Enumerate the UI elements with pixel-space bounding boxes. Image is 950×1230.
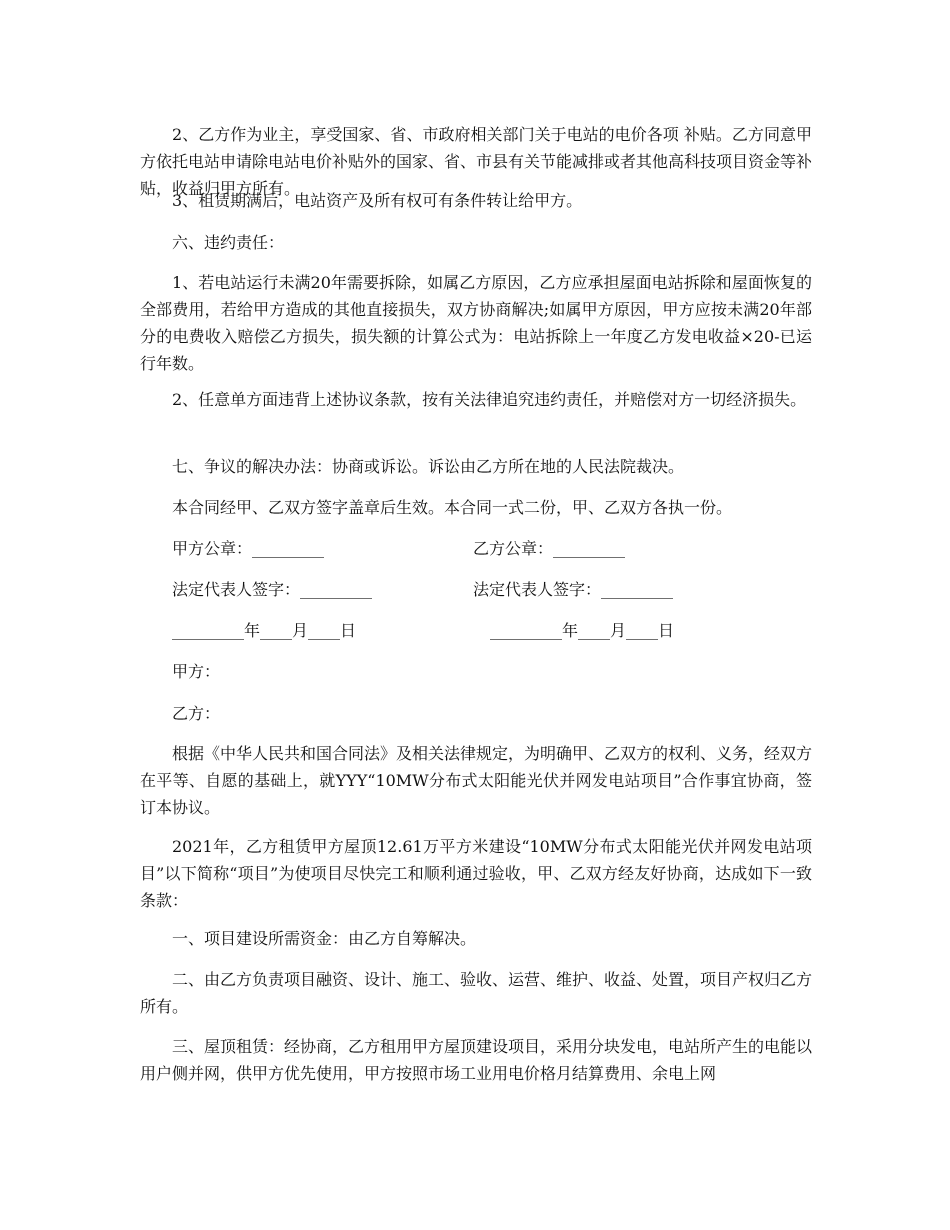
party-b-representative-line: 法定代表人签字：_________ (473, 580, 674, 599)
clause-1-funding: 一、项目建设所需资金：由乙方自筹解决。 (172, 929, 477, 948)
clause-5-3-transfer: 3、租赁期满后，电站资产及所有权可有条件转让给甲方。 (172, 191, 583, 210)
party-b-seal-line: 乙方公章：_________ (473, 539, 626, 558)
party-a-seal-line: 甲方公章：_________ (172, 539, 325, 558)
clause-3-roof-lease: 三、屋顶租赁：经协商，乙方租用甲方屋顶建设项目，采用分块发电，电站所产生的电能以用户侧并网，供甲方优先使用，甲方按照市场工业用电价格月结算费用、余电上网 (140, 1037, 813, 1083)
party-a-representative-line: 法定代表人签字：_________ (172, 580, 373, 599)
clause-6-1-dismantle: 1、若电站运行未满20年需要拆除，如属乙方原因，乙方应承担屋面电站拆除和屋面恢复的全部费用，若给甲方造成的其他直接损失，双方协商解决;如属甲方原因，甲方应按未满20年部分的电费收入赔偿乙方损失，损失额的计算公式为：电站拆除上一年度乙方发电收益×20-已运行年数。 (140, 273, 812, 373)
clause-5-2-subsidy: 2、乙方作为业主，享受国家、省、市政府相关部门关于电站的电价各项 补贴。乙方同意甲方依托电站申请除电站电价补贴外的国家、省、市县有关节能减排或者其他高科技项目资金等补贴，收益归甲方所有。 (140, 125, 813, 198)
section-6-heading: 六、违约责任： (172, 233, 285, 252)
clause-2-responsibility: 二、由乙方负责项目融资、设计、施工、验收、运营、维护、收益、处置，项目产权归乙方所有。 (140, 970, 813, 1016)
clause-6-2-breach: 2、任意单方面违背上述协议条款，按有关法律追究违约责任，并赔偿对方一切经济损失。 (172, 390, 807, 409)
party-b-date-line: _________年____月____日 (490, 621, 675, 640)
party-a-label: 甲方： (172, 662, 221, 681)
effectiveness-clause: 本合同经甲、乙双方签字盖章后生效。本合同一式二份，甲、乙双方各执一份。 (172, 498, 733, 517)
section-7-dispute: 七、争议的解决办法：协商或诉讼。诉讼由乙方所在地的人民法院裁决。 (172, 457, 685, 476)
background-paragraph: 2021年，乙方租赁甲方屋顶12.61万平方米建设“10MW分布式太阳能光伏并网发电站项目”以下简称“项目”为使项目尽快完工和顺利通过验收，甲、乙双方经友好协商，达成如下一致条款： (140, 837, 812, 910)
party-a-date-line: _________年____月____日 (172, 621, 357, 640)
party-b-label: 乙方： (172, 704, 221, 723)
preamble-paragraph: 根据《中华人民共和国合同法》及相关法律规定，为明确甲、乙双方的权利、义务，经双方在平等、自愿的基础上，就YYY“10MW分布式太阳能光伏并网发电站项目”合作事宜协商，签订本协议。 (140, 744, 813, 817)
